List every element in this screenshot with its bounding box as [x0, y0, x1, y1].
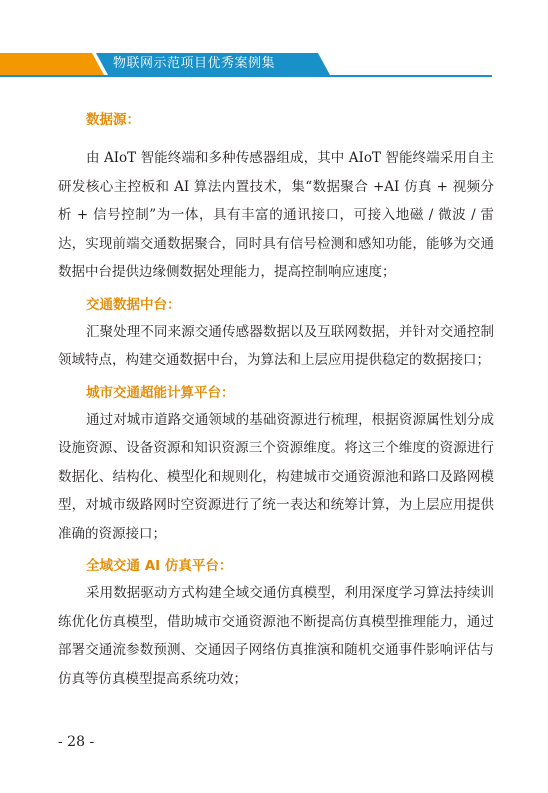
section-text-data-platform: 汇聚处理不同来源交通传感器数据以及互联网数据，并针对交通控制领域特点，构建交通数据中台，为算法和上层应用提供稳定的数据接口； — [58, 323, 494, 368]
section-heading-simulation-platform: 全域交通 AI 仿真平台： — [86, 558, 233, 574]
section-heading-data-source: 数据源： — [86, 112, 140, 128]
page-header — [0, 53, 548, 77]
section-text-simulation-platform: 采用数据驱动方式构建全域交通仿真模型，利用深度学习算法持续训练优化仿真模型，借助城市交通资源池不断提高仿真模型推理能力，通过部署交通流参数预测、交通因子网络仿真推演和随机交通事件影响评估与仿真等仿真模型提高系统功效； — [58, 585, 494, 687]
document-body — [58, 107, 494, 698]
page-number: - 28 - — [58, 734, 95, 750]
section-text-data-source: 由 AIoT 智能终端和多种传感器组成，其中 AIoT 智能终端采用自主研发核心主控板和 AI 算法内置技术，集“数据聚合 +AI 仿真 + 视频分析 + 信号控制”为一体，具有丰富的通讯接口，可接入地磁 / 微波 / 雷达，实现前端交通数据聚合，同时具有信号检测和感知功能，能够为交通数据中台提供边缘侧数据处理能力，提高控制响应速度； — [58, 150, 494, 280]
header-title: 物联网示范项目优秀案例集 — [113, 56, 276, 71]
section-heading-computing-platform: 城市交通超能计算平台： — [86, 384, 235, 401]
header-orange-block — [0, 53, 104, 75]
header-rule — [0, 75, 492, 77]
section-heading-data-platform: 交通数据中台： — [86, 296, 181, 313]
section-text-computing-platform: 通过对城市道路交通领域的基础资源进行梳理，根据资源属性划分成设施资源、设备资源和知识资源三个资源维度。将这三个维度的资源进行数据化、结构化、模型化和规则化，构建城市交通资源池和路口及路网模型，对城市级路网时空资源进行了统一表达和统筹计算，为上层应用提供准确的资源接口； — [58, 411, 494, 542]
